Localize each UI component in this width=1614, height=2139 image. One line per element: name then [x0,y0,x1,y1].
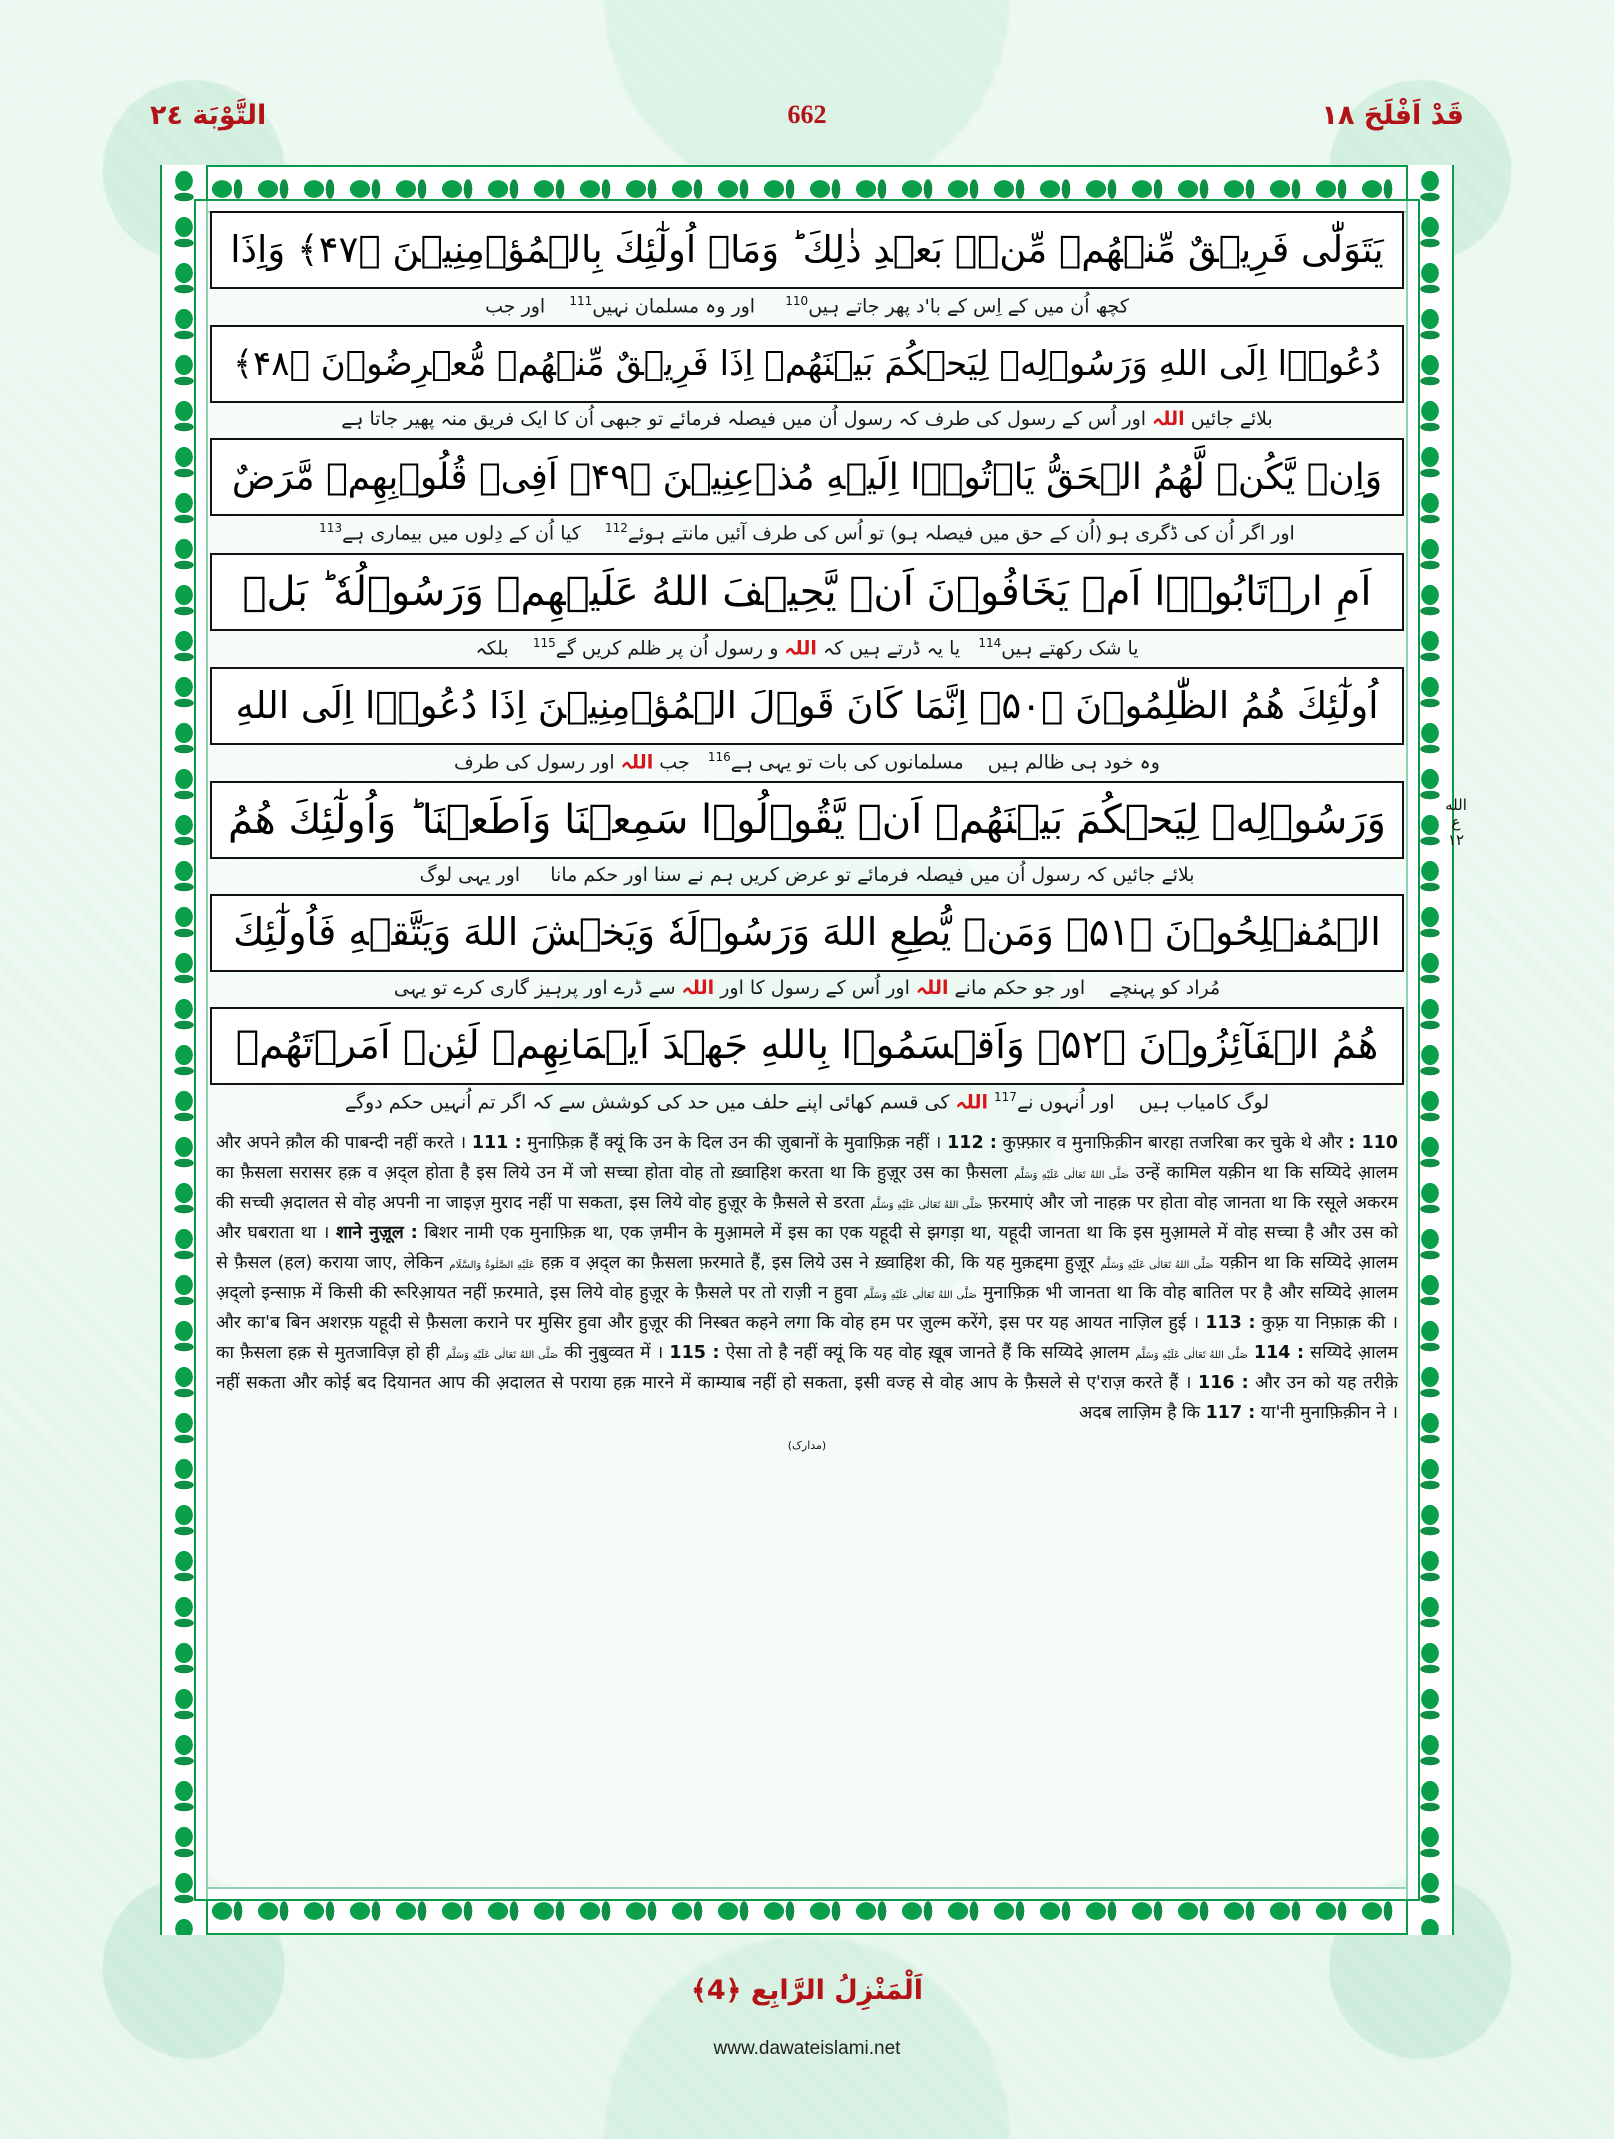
arabic-line [210,1007,1404,1085]
arabic-text: اَمِ ارۡتَابُوۡۤا اَمۡ يَخَافُوۡنَ اَنۡ يَّحِيۡفَ اللهُ عَلَيۡهِمۡ وَرَسُوۡلُهٗ ؕ بَلۡ [242,568,1372,615]
arabic-line [210,667,1404,745]
arabic-text: وَرَسُوۡلِهٖ لِيَحۡكُمَ بَيۡنَهُمۡ اَنۡ يَّقُوۡلُوۡا سَمِعۡنَا وَاَطَعۡنَا ؕ وَاُولٰٓئِكَ هُمُ [228,797,1386,844]
arabic-line [210,438,1404,516]
ayah-block [210,667,1404,779]
ayah-block [210,325,1404,436]
ayah-block [210,1007,1404,1119]
arabic-line [210,894,1404,972]
ruku-marker-line1: الله [1445,796,1467,814]
ayah-block [210,211,1404,323]
ayah-block [210,781,1404,892]
ayah-block [210,438,1404,550]
arabic-text: يَتَوَلّٰى فَرِيۡقٌ مِّنۡهُمۡ مِّنۡۢ بَعۡدِ ذٰلِكَ ؕ وَمَاۤ اُولٰٓئِكَ بِالۡمُؤۡمِنِيۡنَ ﴿۴۷﴾ وَاِذَا [230,227,1384,271]
footnote-source: (مدارک) [787,1438,827,1452]
arabic-text: وَاِنۡ يَّكُنۡ لَّهُمُ الۡحَقُّ يَاۡتُوۡۤا اِلَيۡهِ مُذۡعِنِيۡنَ ﴿۴۹﴾ اَفِىۡ قُلُوۡبِهِمۡ مَّرَضٌ [231,456,1383,498]
manzil-label: اَلْمَنْزِلُ الرَّابِع ﴿4﴾ [690,1975,923,2006]
translation-line: بلائے جائیں اللہ اور اُس کے رسول کی طرف کہ رسول اُن میں فیصلہ فرمائے تو جبھی اُن کا ایک فریق منہ پھیر جاتا ہے [341,408,1273,431]
arabic-text: اُولٰٓئِكَ هُمُ الظّٰلِمُوۡنَ ﴿۵۰﴾ اِنَّمَا كَانَ قَوۡلَ الۡمُؤۡمِنِيۡنَ اِذَا دُعُوۡۤا اِلَى اللهِ [235,683,1379,727]
header-surah-left: التَّوْبَة ٢٤ [150,99,267,131]
header-surah-right: قَدْ اَفْلَحَ ١٨ [1321,99,1464,131]
arabic-line [210,781,1404,859]
website-label: www.dawateislami.net [713,2038,901,2059]
arabic-line [210,211,1404,289]
ruku-marker-line3: ١٢ [1447,830,1465,849]
translation-line: مُراد کو پہنچے اور جو حکم مانے اللہ اور اُس کے رسول کا اور اللہ سے ڈرے اور پرہیز گاری کرے تو یہی [393,977,1221,1000]
footnotes: 110 : और अपने क़ौल की पाबन्दी नहीं करते । 111 : मुनाफ़िक़ हैं क्यूं कि उन के दिल उन की ज़ुबानों के मुवाफ़िक़ नहीं । 112 : कुफ़्फ़ार व मुनाफ़िक़ीन बारहा तजरिबा कर चुके थे और उन्हें कामिल यक़ीन था कि सय्यिदे आ़लम صَلَّى اللهُ تَعَالٰى عَلَيْهِ وَسَلَّم का फ़ैसला सरासर हक़ व अ़द्ल होता है इस लिये उन में जो सच्चा होता वोह तो ख़्वाहिश करता था कि हुज़ूर उस का फ़ैसला फ़रमाएं और जो नाहक़ पर होता वोह जानता था कि रसूले अकरम صَلَّى اللهُ تَعَالٰى عَلَيْهِ وَسَلَّم की सच्ची अ़दालत से वोह अपनी ना जाइज़ मुराद नहीं पा सकता, इस लिये वोह हुज़ूर के फ़ैसले से डरता और घबराता था । शाने नुज़ूल : बिशर नामी एक मुनाफ़िक़ था, एक ज़मीन के मुआ़मले में इस का एक यहूदी से झगड़ा था, यहूदी जानता था कि इस मुआ़मले में वोह सच्चा है और उस को यक़ीन था कि सय्यिदे आ़लम صَلَّى اللهُ تَعَالٰى عَلَيْهِ وَسَلَّم हक़ व अ़द्ल का फ़ैसला फ़रमाते हैं, इस लिये उस ने ख़्वाहिश की, कि यह मुक़द्दमा हुज़ूर عَلَيْهِ الصَّلٰوةُ وَالسَّلَام से फ़ैसल (हल) कराया जाए, लेकिन मुनाफ़िक़ भी जानता था कि वोह बातिल पर है और सय्यिदे आ़लम صَلَّى اللهُ تَعَالٰى عَلَيْهِ وَسَلَّم अ़द्लो इन्साफ़ में किसी की रूरिआ़यत नहीं फ़रमाते, इस लिये वोह हुज़ूर के फ़ैसले पर तो राज़ी न हुवा और का'ब बिन अशरफ़ यहूदी से फ़ैसला कराने पर मुसिर हुवा और हुज़ूर की निस्बत कहने लगा कि वोह हम पर ज़ुल्म करेंगे, इस पर यह आयत नाज़िल हुई । 113 : कुफ़्र या निफ़ाक़ की । 114 : सय्यिदे आ़लम صَلَّى اللهُ تَعَالٰى عَلَيْهِ وَسَلَّم की नुबुव्वत में । 115 : ऐसा तो है नहीं क्यूं कि यह वोह ख़ूब जानते हैं कि सय्यिदे आ़लम صَلَّى اللهُ تَعَالٰى عَلَيْهِ وَسَلَّم का फ़ैसला हक़ से मुतजाविज़ हो ही नहीं सकता और कोई बद दियानत आप की अ़दालत से पराया हक़ मारने में काम्याब नहीं हो सकता, इसी वज्ह से वोह आप के फ़ैसले से ए'राज़ करते हैं । 116 : और उन को यह तरीक़े अदब लाज़िम है कि 117 : या'नी मुनाफ़िक़ीन ने । [216,1132,1399,1424]
arabic-text: دُعُوۡۤا اِلَى اللهِ وَرَسُوۡلِهٖ لِيَحۡكُمَ بَيۡنَهُمۡ اِذَا فَرِيۡقٌ مِّنۡهُمۡ مُّعۡرِضُوۡنَ ﴿۴۸﴾ [233,343,1381,384]
ruku-marker-line2: ع [1451,813,1461,832]
arabic-line [210,553,1404,631]
ayah-block [210,894,1404,1005]
arabic-line [210,325,1404,403]
page-number: 662 [787,100,827,129]
page-content [194,199,1467,1901]
translation-line: یا شک رکھتے ہیں$^{114}$ یا یہ ڈرتے ہیں کہ اللہ و رسول اُن پر ظلم کریں گے$^{115}$ بلکہ [475,635,1139,659]
translation-line: کچھ اُن میں کے اِس کے با'د پھر جاتے ہیں$^{110}$ اور وہ مسلمان نہیں$^{111}$ اور جب [485,294,1129,318]
arabic-text: الۡمُفۡلِحُوۡنَ ﴿۵۱﴾ وَمَنۡ يُّطِعِ اللهَ وَرَسُوۡلَهٗ وَيَخۡشَ اللهَ وَيَتَّقۡهِ فَاُولٰٓئِكَ [233,910,1381,955]
translation-line: بلائے جائیں کہ رسول اُن میں فیصلہ فرمائے تو عرض کریں ہم نے سنا اور حکم مانا اور یہی لوگ [419,864,1195,887]
ayah-block [210,553,1404,665]
translation-line: اور اگر اُن کی ڈگری ہو (اُن کے حق میں فیصلہ ہو) تو اُس کی طرف آئیں مانتے ہوئے$^{112}$ کیا اُن کے دِلوں میں بیماری ہے$^{113}$ [319,521,1295,545]
translation-line: لوگ کامیاب ہیں اور اُنہوں نے$^{117}$ اللہ کی قسم کھائی اپنے حلف میں حد کی کوشش سے کہ اگر تم اُنہیں حکم دوگے [344,1090,1270,1114]
page-header [150,92,1464,138]
translation-line: وہ خود ہی ظالم ہیں مسلمانوں کی بات تو یہی ہے$^{116}$ جب اللہ اور رسول کی طرف [454,749,1160,774]
arabic-text: هُمُ الۡفَآئِزُوۡنَ ﴿۵۲﴾ وَاَقۡسَمُوۡا بِاللهِ جَهۡدَ اَيۡمَانِهِمۡ لَئِنۡ اَمَرۡتَهُمۡ [235,1022,1379,1068]
ruku-marker [1436,797,1476,849]
